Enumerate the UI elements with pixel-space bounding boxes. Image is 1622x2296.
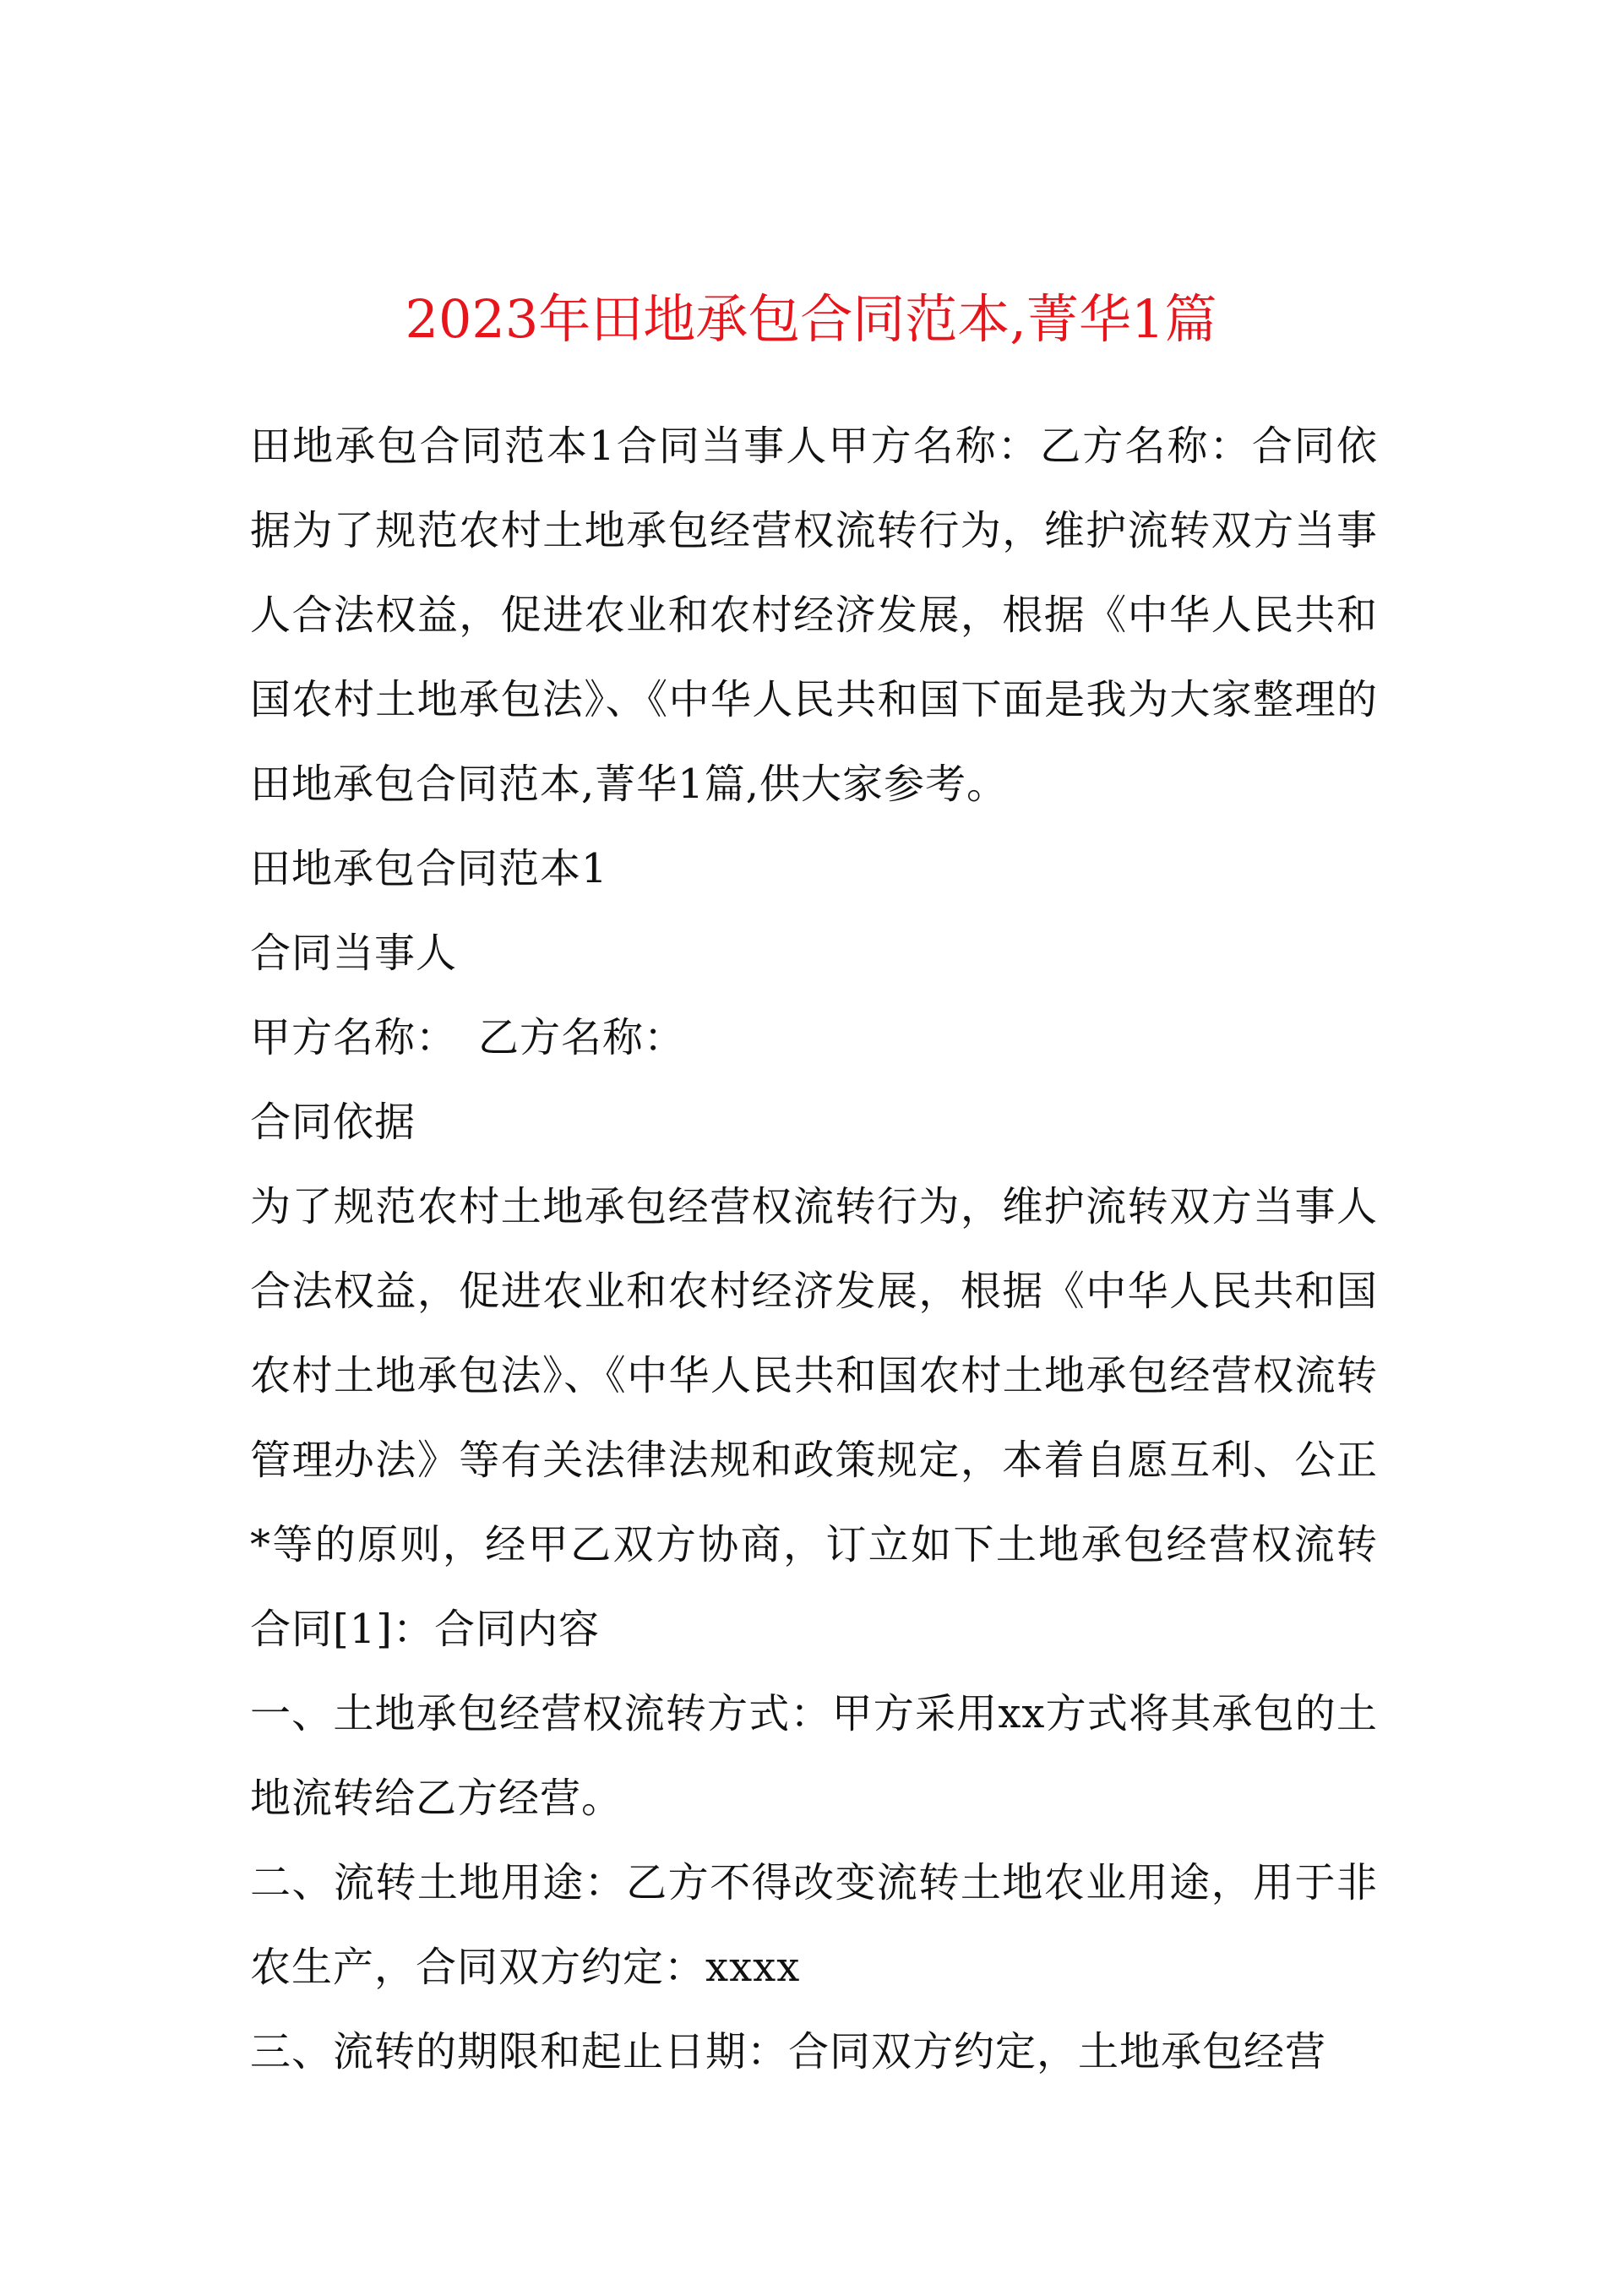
document-body [250, 404, 1378, 2094]
paragraph-clause-3: 三、流转的期限和起止日期：合同双方约定，土地承包经营 [250, 2028, 1327, 2075]
paragraph-basis-text: 为了规范农村土地承包经营权流转行为，维护流转双方当事人合法权益，促进农业和农村经济发展，根据《中华人民共和国农村土地承包法》、《中华人民共和国农村土地承包经营权流转管理办法》等有关法律法规和政策规定，本着自愿互利、公正*等的原则，经甲乙双方协商，订立如下土地承包经营权流转合同[1]：合同内容 [250, 1183, 1378, 1653]
paragraph-summary: 田地承包合同范本1合同当事人甲方名称：乙方名称：合同依据为了规范农村土地承包经营权流转行为，维护流转双方当事人合法权益，促进农业和农村经济发展，根据《中华人民共和国农村土地承包法》、《中华人民共和国下面是我为大家整理的田地承包合同范本,菁华1篇,供大家参考。 [250, 423, 1378, 808]
paragraph-parties-heading: 合同当事人 [250, 930, 458, 977]
paragraph-clause-1: 一、土地承包经营权流转方式：甲方采用xx方式将其承包的土地流转给乙方经营。 [250, 1690, 1378, 1822]
paragraph-clause-2: 二、流转土地用途：乙方不得改变流转土地农业用途，用于非农生产，合同双方约定：xxxx [250, 1859, 1378, 1991]
paragraph-section-heading: 田地承包合同范本1 [250, 845, 608, 892]
paragraph-party-names: 甲方名称： 乙方名称： [250, 1014, 686, 1061]
document-title: 2023年田地承包合同范本,菁华1篇 [405, 287, 1217, 350]
paragraph-basis-heading: 合同依据 [250, 1099, 416, 1146]
